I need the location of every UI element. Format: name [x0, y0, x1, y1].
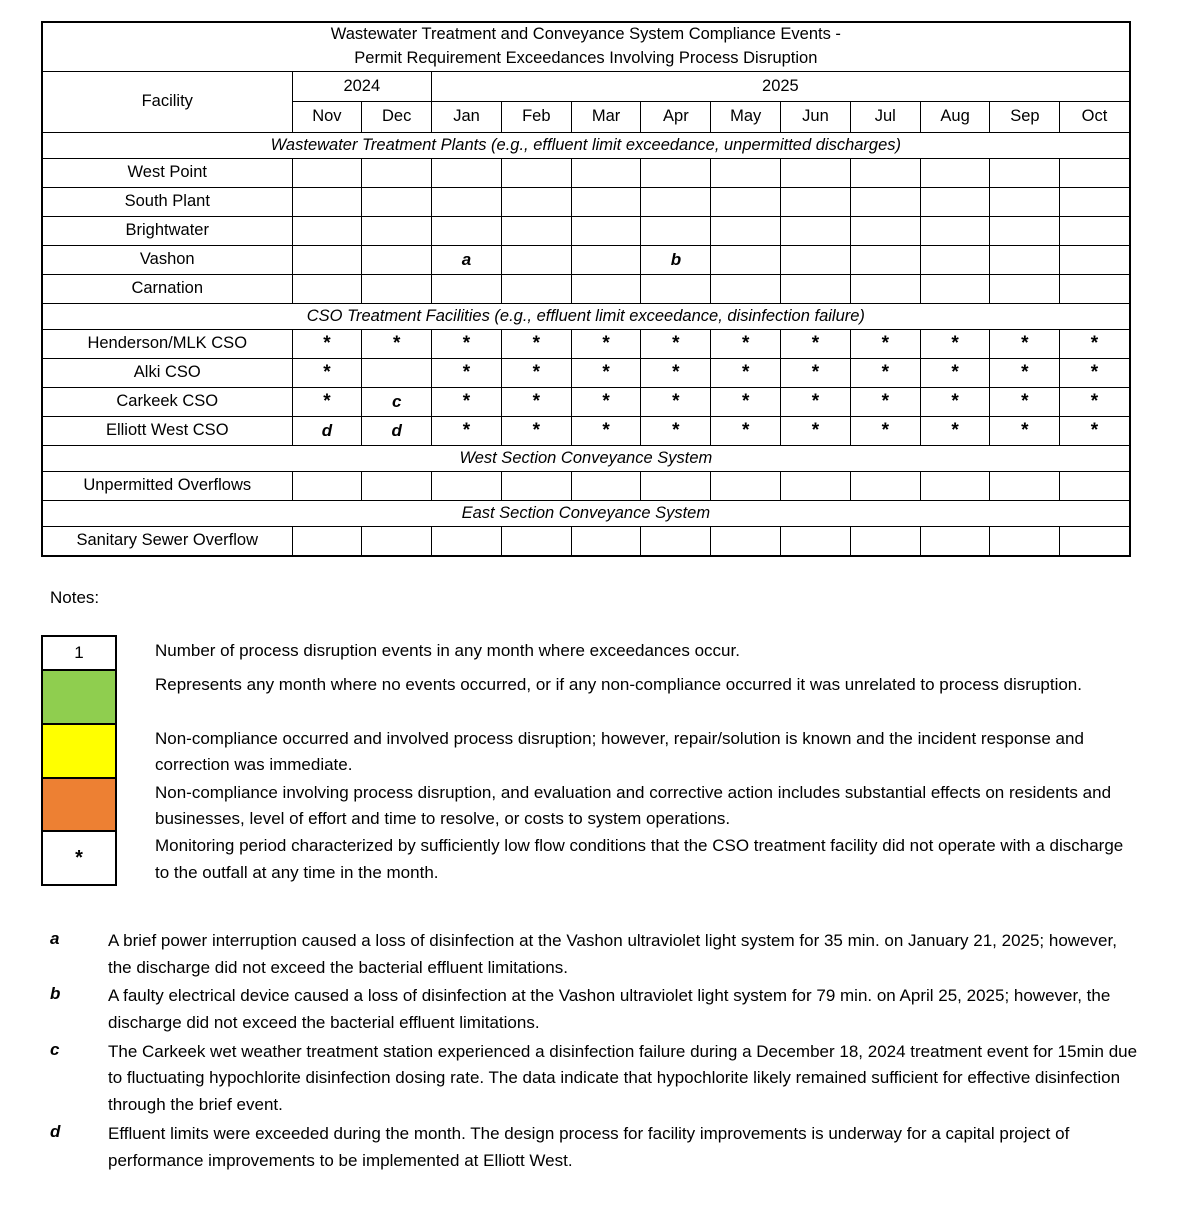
- status-cell: [711, 358, 781, 387]
- month-header-oct: Oct: [1060, 101, 1130, 132]
- status-cell: [711, 416, 781, 445]
- status-cell: [432, 274, 502, 303]
- no-discharge-marker: *: [532, 419, 540, 441]
- no-discharge-marker: *: [1090, 332, 1099, 354]
- footnotes-list: [50, 928, 1140, 1176]
- table-row: [42, 329, 1130, 358]
- legend-row: [41, 779, 1141, 833]
- footnote-item: [50, 983, 1140, 1036]
- status-cell: [850, 416, 920, 445]
- status-cell: [781, 471, 851, 500]
- status-cell: [432, 387, 502, 416]
- section-heading: East Section Conveyance System: [42, 500, 1130, 526]
- no-discharge-marker: *: [811, 361, 820, 383]
- footnote-key: d: [50, 1121, 61, 1141]
- table-row: [42, 358, 1130, 387]
- section-heading-row: [42, 445, 1130, 471]
- status-cell: [641, 187, 711, 216]
- no-discharge-marker: *: [1090, 419, 1099, 441]
- no-discharge-marker: *: [323, 332, 331, 354]
- status-cell: [432, 245, 502, 274]
- status-cell: [920, 358, 990, 387]
- no-discharge-marker: *: [1021, 390, 1029, 412]
- status-cell: [990, 416, 1060, 445]
- month-header-jun: Jun: [781, 101, 851, 132]
- status-cell: [362, 329, 432, 358]
- no-discharge-marker: *: [672, 361, 680, 383]
- legend-swatch: [41, 723, 117, 779]
- no-discharge-marker: *: [1021, 419, 1029, 441]
- legend-row: [41, 671, 1141, 725]
- status-cell: [641, 387, 711, 416]
- status-cell: [641, 416, 711, 445]
- status-cell: [571, 187, 641, 216]
- footnote-marker: c: [391, 391, 402, 411]
- status-cell: [501, 471, 571, 500]
- facility-name: Unpermitted Overflows: [42, 471, 292, 500]
- month-header-dec: Dec: [362, 101, 432, 132]
- footnote-key: c: [50, 1039, 60, 1059]
- footnote-item: [50, 1039, 1140, 1119]
- legend-row: [41, 637, 1141, 671]
- status-cell: [362, 158, 432, 187]
- status-cell: [571, 158, 641, 187]
- status-cell: [292, 187, 362, 216]
- status-cell: [781, 358, 851, 387]
- status-cell: [781, 526, 851, 556]
- status-cell: [362, 245, 432, 274]
- no-discharge-marker: *: [602, 419, 610, 441]
- status-cell: [1060, 387, 1130, 416]
- legend-swatch: [41, 830, 117, 886]
- status-cell: [850, 216, 920, 245]
- status-cell: [920, 274, 990, 303]
- no-discharge-marker: *: [951, 390, 959, 412]
- status-cell: [362, 416, 432, 445]
- status-cell: [990, 274, 1060, 303]
- footnote-marker: d: [321, 420, 333, 440]
- status-cell: [990, 329, 1060, 358]
- footnote-text: A brief power interruption caused a loss of disinfection at the Vashon ultraviolet light system for 35 min. on January 21, 2025; however, the discharge did not exceed the bacterial effluent limitations.: [108, 931, 1117, 977]
- compliance-table-container: [41, 21, 1129, 557]
- status-cell: [501, 526, 571, 556]
- no-discharge-marker: *: [323, 390, 331, 412]
- status-cell: [432, 329, 502, 358]
- status-cell: [292, 216, 362, 245]
- status-cell: [850, 187, 920, 216]
- status-cell: [990, 358, 1060, 387]
- status-cell: [571, 274, 641, 303]
- status-cell: [501, 274, 571, 303]
- status-cell: [711, 245, 781, 274]
- footnote-marker: d: [391, 420, 402, 440]
- year-header-2024: 2024: [292, 71, 432, 101]
- no-discharge-marker: *: [672, 332, 680, 354]
- no-discharge-marker: *: [1021, 332, 1029, 354]
- no-discharge-marker: *: [532, 390, 540, 412]
- month-header-feb: Feb: [501, 101, 571, 132]
- month-header-aug: Aug: [920, 101, 990, 132]
- status-cell: [990, 245, 1060, 274]
- table-row: [42, 216, 1130, 245]
- no-discharge-marker: *: [602, 332, 610, 354]
- table-title-line-1: Wastewater Treatment and Conveyance System Compliance Events -: [330, 25, 841, 43]
- year-header-row: [42, 71, 1130, 101]
- facility-column-header: Facility: [42, 71, 292, 132]
- status-cell: [571, 329, 641, 358]
- no-discharge-marker: *: [951, 361, 959, 383]
- status-cell: [501, 187, 571, 216]
- table-row: [42, 158, 1130, 187]
- status-cell: [571, 526, 641, 556]
- no-discharge-marker: *: [881, 332, 889, 354]
- status-cell: [850, 387, 920, 416]
- status-cell: [781, 274, 851, 303]
- status-cell: [432, 216, 502, 245]
- no-discharge-marker: *: [323, 361, 331, 383]
- no-discharge-marker: *: [672, 390, 680, 412]
- month-header-may: May: [711, 101, 781, 132]
- no-discharge-marker: *: [811, 332, 820, 354]
- no-discharge-marker: *: [532, 361, 540, 383]
- status-cell: [571, 471, 641, 500]
- status-cell: [711, 526, 781, 556]
- footnote-text: Effluent limits were exceeded during the month. The design process for facility improvements is underway for a capital project of performance improvements to be implemented at Elliott West.: [108, 1123, 1070, 1170]
- footnote-text: A faulty electrical device caused a loss of disinfection at the Vashon ultraviolet light system for 79 min. on April 25, 2025; however, the discharge did not exceed the bacterial effluent limitations.: [108, 986, 1111, 1033]
- table-row: [42, 245, 1130, 274]
- footnote-item: [50, 928, 1140, 981]
- section-heading-row: [42, 500, 1130, 526]
- status-cell: [641, 245, 711, 274]
- footnote-item: [50, 1121, 1140, 1174]
- section-heading: Wastewater Treatment Plants (e.g., effluent limit exceedance, unpermitted discharges): [42, 132, 1130, 158]
- status-cell: [990, 216, 1060, 245]
- legend-description: Monitoring period characterized by sufficiently low flow conditions that the CSO treatment facility did not operate with a discharge to the outfall at any time in the month.: [155, 836, 1124, 882]
- month-header-mar: Mar: [571, 101, 641, 132]
- status-cell: [292, 158, 362, 187]
- status-cell: [1060, 216, 1130, 245]
- status-cell: [781, 158, 851, 187]
- status-cell: [920, 329, 990, 358]
- legend-description: Non-compliance involving process disruption, and evaluation and corrective action includes substantial effects on residents and businesses, level of effort and time to resolve, or costs to system operations.: [155, 782, 1112, 829]
- status-cell: [711, 471, 781, 500]
- table-title: [42, 22, 1130, 71]
- facility-name: Elliott West CSO: [42, 416, 292, 445]
- status-cell: [1060, 358, 1130, 387]
- status-cell: [920, 526, 990, 556]
- footnote-key: b: [50, 984, 61, 1004]
- status-cell: [711, 187, 781, 216]
- status-cell: [432, 187, 502, 216]
- status-cell: [641, 274, 711, 303]
- no-discharge-marker: *: [741, 361, 750, 383]
- status-cell: [641, 471, 711, 500]
- status-cell: [781, 216, 851, 245]
- compliance-table: [41, 21, 1131, 557]
- status-cell: [781, 329, 851, 358]
- month-header-sep: Sep: [990, 101, 1060, 132]
- status-cell: [1060, 158, 1130, 187]
- table-row: [42, 387, 1130, 416]
- status-cell: [920, 245, 990, 274]
- table-body: [42, 132, 1130, 556]
- legend-swatch: [41, 635, 117, 671]
- section-heading-row: [42, 132, 1130, 158]
- no-discharge-marker: *: [951, 419, 959, 441]
- status-cell: [432, 416, 502, 445]
- status-cell: [850, 245, 920, 274]
- table-row: [42, 274, 1130, 303]
- status-cell: [501, 245, 571, 274]
- status-cell: [292, 245, 362, 274]
- status-cell: [501, 216, 571, 245]
- status-cell: [292, 358, 362, 387]
- no-discharge-marker: *: [741, 332, 750, 354]
- no-discharge-marker: *: [741, 419, 750, 441]
- status-cell: [1060, 471, 1130, 500]
- status-cell: [781, 387, 851, 416]
- legend-swatch: [41, 777, 117, 833]
- no-discharge-marker: *: [811, 419, 820, 441]
- status-cell: [292, 387, 362, 416]
- status-cell: [990, 526, 1060, 556]
- legend-row: [41, 725, 1141, 779]
- status-cell: [362, 358, 432, 387]
- legend-swatch-label: 1: [74, 643, 84, 662]
- facility-name: South Plant: [42, 187, 292, 216]
- no-discharge-marker: *: [462, 361, 471, 383]
- table-row: [42, 526, 1130, 556]
- status-cell: [711, 158, 781, 187]
- status-cell: [1060, 526, 1130, 556]
- status-cell: [641, 358, 711, 387]
- legend-description: Number of process disruption events in any month where exceedances occur.: [155, 641, 740, 660]
- status-cell: [990, 387, 1060, 416]
- footnote-text: The Carkeek wet weather treatment station experienced a disinfection failure during a December 18, 2024 treatment event for 15min due to fluctuating hypochlorite disinfection dosing rate. The data indicate that hypochlorite likely remained sufficient for effective disinfection through the brief event.: [108, 1041, 1138, 1115]
- status-cell: [1060, 329, 1130, 358]
- month-header-jul: Jul: [850, 101, 920, 132]
- footnote-key: a: [50, 929, 60, 948]
- legend-description: Represents any month where no events occurred, or if any non-compliance occurred it was unrelated to process disruption.: [155, 675, 1082, 694]
- status-cell: [920, 471, 990, 500]
- status-cell: [571, 358, 641, 387]
- status-cell: [501, 416, 571, 445]
- facility-name: Sanitary Sewer Overflow: [42, 526, 292, 556]
- legend-swatch-label: *: [75, 846, 83, 869]
- status-cell: [571, 387, 641, 416]
- month-header-apr: Apr: [641, 101, 711, 132]
- table-row: [42, 471, 1130, 500]
- status-cell: [1060, 187, 1130, 216]
- status-cell: [432, 471, 502, 500]
- status-cell: [850, 471, 920, 500]
- month-header-nov: Nov: [292, 101, 362, 132]
- status-cell: [711, 387, 781, 416]
- no-discharge-marker: *: [672, 419, 680, 441]
- status-cell: [641, 216, 711, 245]
- status-cell: [850, 358, 920, 387]
- status-cell: [641, 526, 711, 556]
- no-discharge-marker: *: [741, 390, 750, 412]
- table-title-row: [42, 22, 1130, 71]
- status-cell: [711, 329, 781, 358]
- status-cell: [432, 526, 502, 556]
- status-cell: [362, 387, 432, 416]
- footnote-marker: b: [670, 249, 682, 269]
- month-header-jan: Jan: [432, 101, 502, 132]
- status-cell: [990, 158, 1060, 187]
- status-cell: [781, 245, 851, 274]
- status-cell: [920, 187, 990, 216]
- status-cell: [571, 245, 641, 274]
- status-cell: [571, 416, 641, 445]
- status-cell: [641, 329, 711, 358]
- facility-name: Carnation: [42, 274, 292, 303]
- no-discharge-marker: *: [1090, 361, 1099, 383]
- status-cell: [362, 526, 432, 556]
- status-cell: [501, 387, 571, 416]
- status-cell: [292, 526, 362, 556]
- facility-name: Carkeek CSO: [42, 387, 292, 416]
- status-cell: [292, 416, 362, 445]
- status-cell: [432, 358, 502, 387]
- status-cell: [641, 158, 711, 187]
- legend-row: [41, 832, 1141, 886]
- status-cell: [920, 216, 990, 245]
- no-discharge-marker: *: [811, 390, 820, 412]
- no-discharge-marker: *: [462, 332, 471, 354]
- legend-swatch: [41, 669, 117, 725]
- section-heading-row: [42, 303, 1130, 329]
- facility-name: West Point: [42, 158, 292, 187]
- status-cell: [781, 416, 851, 445]
- status-cell: [850, 329, 920, 358]
- legend: [41, 637, 1141, 886]
- no-discharge-marker: *: [392, 332, 401, 354]
- facility-name: Henderson/MLK CSO: [42, 329, 292, 358]
- status-cell: [920, 387, 990, 416]
- status-cell: [990, 471, 1060, 500]
- status-cell: [432, 158, 502, 187]
- status-cell: [850, 526, 920, 556]
- no-discharge-marker: *: [602, 361, 610, 383]
- facility-name: Alki CSO: [42, 358, 292, 387]
- status-cell: [501, 358, 571, 387]
- footnote-marker: a: [461, 249, 472, 269]
- status-cell: [362, 471, 432, 500]
- no-discharge-marker: *: [602, 390, 610, 412]
- status-cell: [920, 416, 990, 445]
- no-discharge-marker: *: [532, 332, 540, 354]
- status-cell: [362, 187, 432, 216]
- status-cell: [292, 471, 362, 500]
- section-heading: CSO Treatment Facilities (e.g., effluent limit exceedance, disinfection failure): [42, 303, 1130, 329]
- no-discharge-marker: *: [881, 361, 889, 383]
- status-cell: [1060, 245, 1130, 274]
- status-cell: [292, 329, 362, 358]
- status-cell: [501, 329, 571, 358]
- legend-description: Non-compliance occurred and involved process disruption; however, repair/solution is known and the incident response and correction was immediate.: [155, 729, 1084, 775]
- status-cell: [990, 187, 1060, 216]
- status-cell: [1060, 416, 1130, 445]
- table-row: [42, 187, 1130, 216]
- status-cell: [850, 274, 920, 303]
- section-heading: West Section Conveyance System: [42, 445, 1130, 471]
- status-cell: [571, 216, 641, 245]
- table-title-line-2: Permit Requirement Exceedances Involving Process Disruption: [354, 48, 818, 67]
- status-cell: [362, 216, 432, 245]
- status-cell: [501, 158, 571, 187]
- table-row: [42, 416, 1130, 445]
- status-cell: [711, 216, 781, 245]
- no-discharge-marker: *: [1090, 390, 1099, 412]
- table-header: [42, 22, 1130, 132]
- status-cell: [781, 187, 851, 216]
- no-discharge-marker: *: [1021, 361, 1029, 383]
- year-header-2025: 2025: [432, 71, 1130, 101]
- notes-label: Notes:: [50, 588, 100, 607]
- facility-name: Vashon: [42, 245, 292, 274]
- no-discharge-marker: *: [951, 332, 959, 354]
- no-discharge-marker: *: [462, 390, 471, 412]
- no-discharge-marker: *: [462, 419, 471, 441]
- status-cell: [292, 274, 362, 303]
- status-cell: [362, 274, 432, 303]
- status-cell: [850, 158, 920, 187]
- no-discharge-marker: *: [881, 390, 889, 412]
- no-discharge-marker: *: [881, 419, 889, 441]
- status-cell: [920, 158, 990, 187]
- status-cell: [1060, 274, 1130, 303]
- facility-name: Brightwater: [42, 216, 292, 245]
- status-cell: [711, 274, 781, 303]
